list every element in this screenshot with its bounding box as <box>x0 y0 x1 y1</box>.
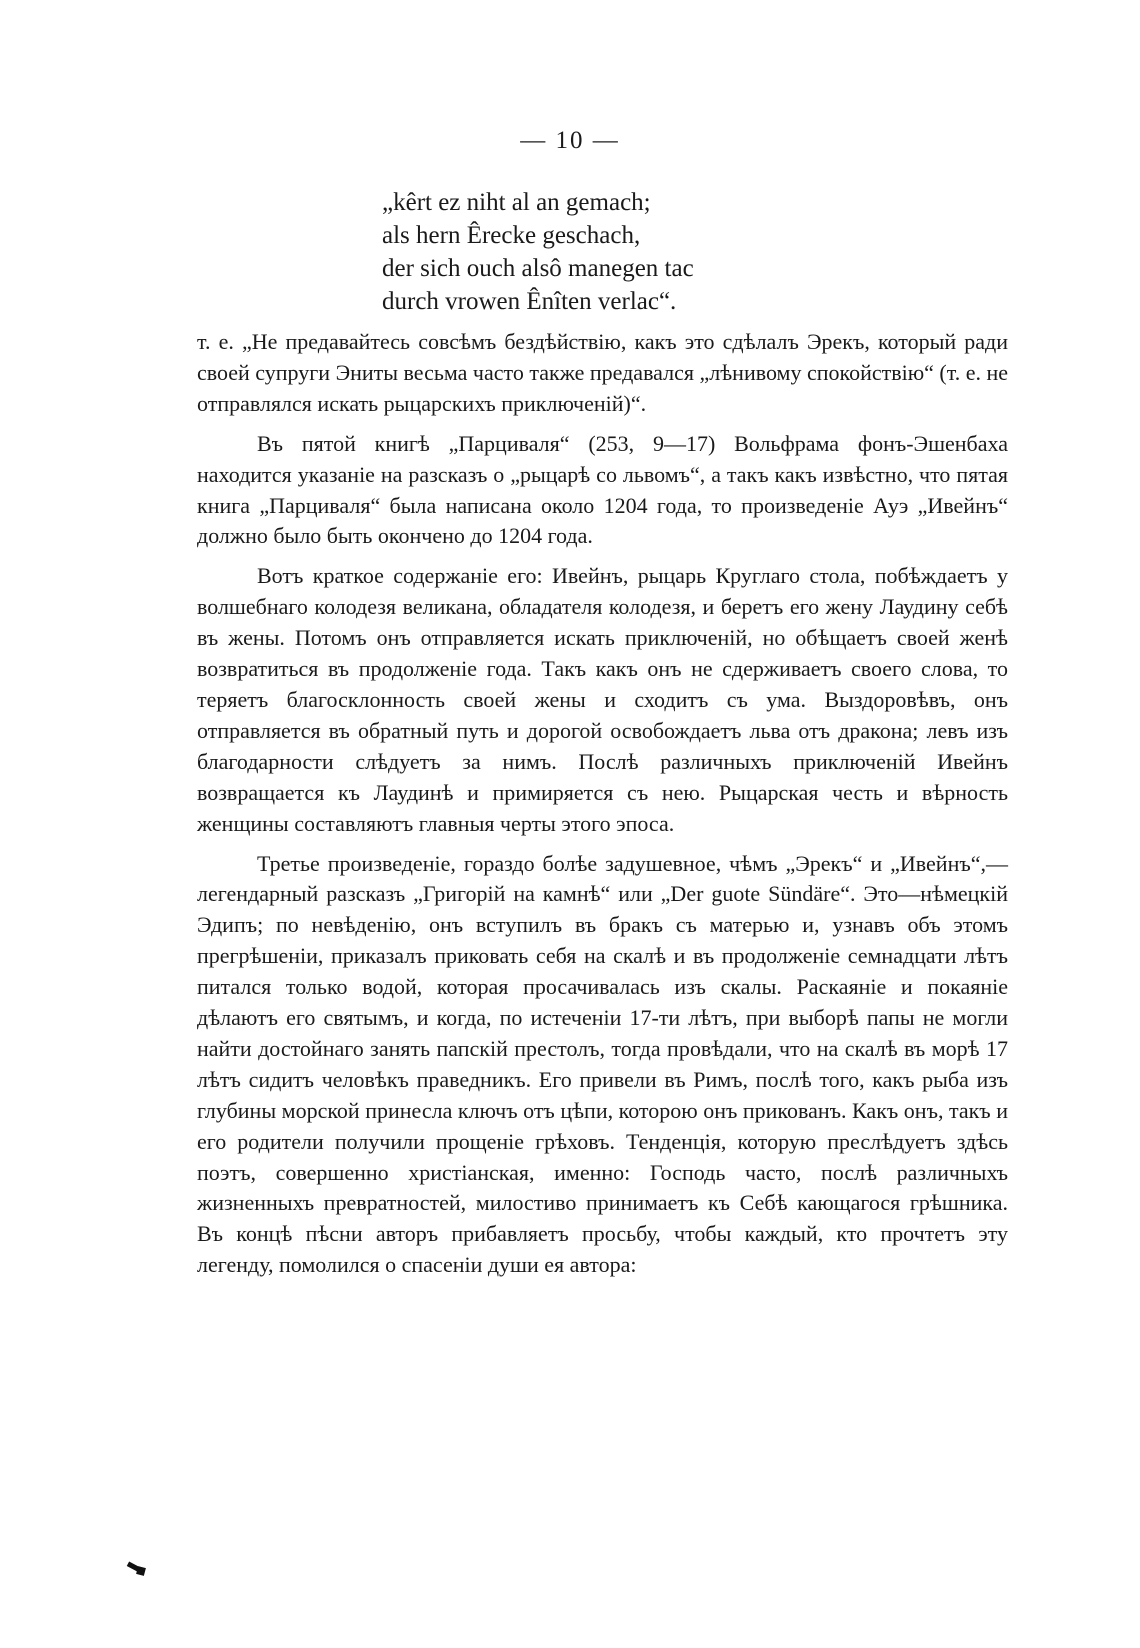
paragraph-gregorius: Третье произведеніе, гораздо болѣе задушевное, чѣмъ „Эрекъ“ и „Ивейнъ“,—легендарный разсказъ „Григорій на камнѣ“ или „Der guote Sündäre“. Это—нѣмецкій Эдипъ; по невѣденію, онъ вступилъ въ бракъ съ матерью и, узнавъ объ этомъ прегрѣшеніи, приказалъ приковать себя на скалѣ и въ продолженіе семнадцати лѣтъ питался только водой, которая просачивалась изъ скалы. Раскаяніе и покаяніе дѣлаютъ его святымъ, и когда, по истеченіи 17-ти лѣтъ, при выборѣ папы не могли найти достойнаго занять папскій престолъ, тогда провѣдали, что на скалѣ въ морѣ 17 лѣтъ сидитъ человѣкъ праведникъ. Его привели въ Римъ, послѣ того, какъ рыба изъ глубины морской принесла ключъ отъ цѣпи, которою онъ прикованъ. Какъ онъ, такъ и его родители получили прощеніе грѣховъ. Тенденція, которую преслѣдуетъ здѣсь поэтъ, совершенно христіанская, именно: Господь часто, послѣ различныхъ жизненныхъ превратностей, милостиво принимаетъ къ Себѣ кающагося грѣшника. Въ концѣ пѣсни авторъ прибавляетъ просьбу, чтобы каждый, кто прочтетъ эту легенду, помолился о спасеніи души ея автора: <box>197 850 1008 1278</box>
verse-line: durch vrowen Ênîten verlac“. <box>382 288 677 315</box>
paragraph-iwein-summary: Вотъ краткое содержаніе его: Ивейнъ, рыцарь Круглаго стола, побѣждаетъ у волшебнаго колодезя великана, обладателя колодезя, и беретъ его жену Лаудину себѣ въ жены. Потомъ онъ отправляется искать приключеній, но обѣщаетъ своей женѣ возвратиться въ продолженіе года. Такъ какъ онъ не сдерживаетъ своего слова, то теряетъ благосклонность своей жены и сходитъ съ ума. Выздоровѣвъ, онъ отправляется въ обратный путь и дорогой освобождаетъ льва отъ дракона; левъ изъ благодарности слѣдуетъ за нимъ. Послѣ различныхъ приключеній Ивейнъ возвращается къ Лаудинѣ и примиряется съ нею. Рыцарская честь и вѣрность женщины составляютъ главныя черты этого эпоса. <box>197 563 1008 836</box>
verse-line: „kêrt ez niht al an gemach; <box>382 189 651 216</box>
paragraph-parzival-dating: Въ пятой книгѣ „Парциваля“ (253, 9—17) Вольфрама фонъ-Эшенбаха находится указаніе на разсказъ о „рыцарѣ со львомъ“, а такъ какъ извѣстно, что пятая книга „Парциваля“ была написана около 1204 года, то произведеніе Ауэ „Ивейнъ“ должно было быть окончено до 1204 года. <box>197 430 1008 549</box>
page-number: — 10 — <box>520 127 620 154</box>
body-text <box>197 327 1008 1281</box>
verse-line: der sich ouch alsô manegen tac <box>382 255 694 282</box>
paragraph-translation: т. е. „Не предавайтесь совсѣмъ бездѣйствію, какъ это сдѣлалъ Эрекъ, который ради своей супруги Эниты весьма часто также предавался „лѣнивому спокойствію“ (т. е. не отправлялся искать рыцарскихъ приключеній)“. <box>197 329 1009 416</box>
verse-quote <box>382 186 782 318</box>
verse-line: als hern Êrecke geschach, <box>382 222 641 249</box>
